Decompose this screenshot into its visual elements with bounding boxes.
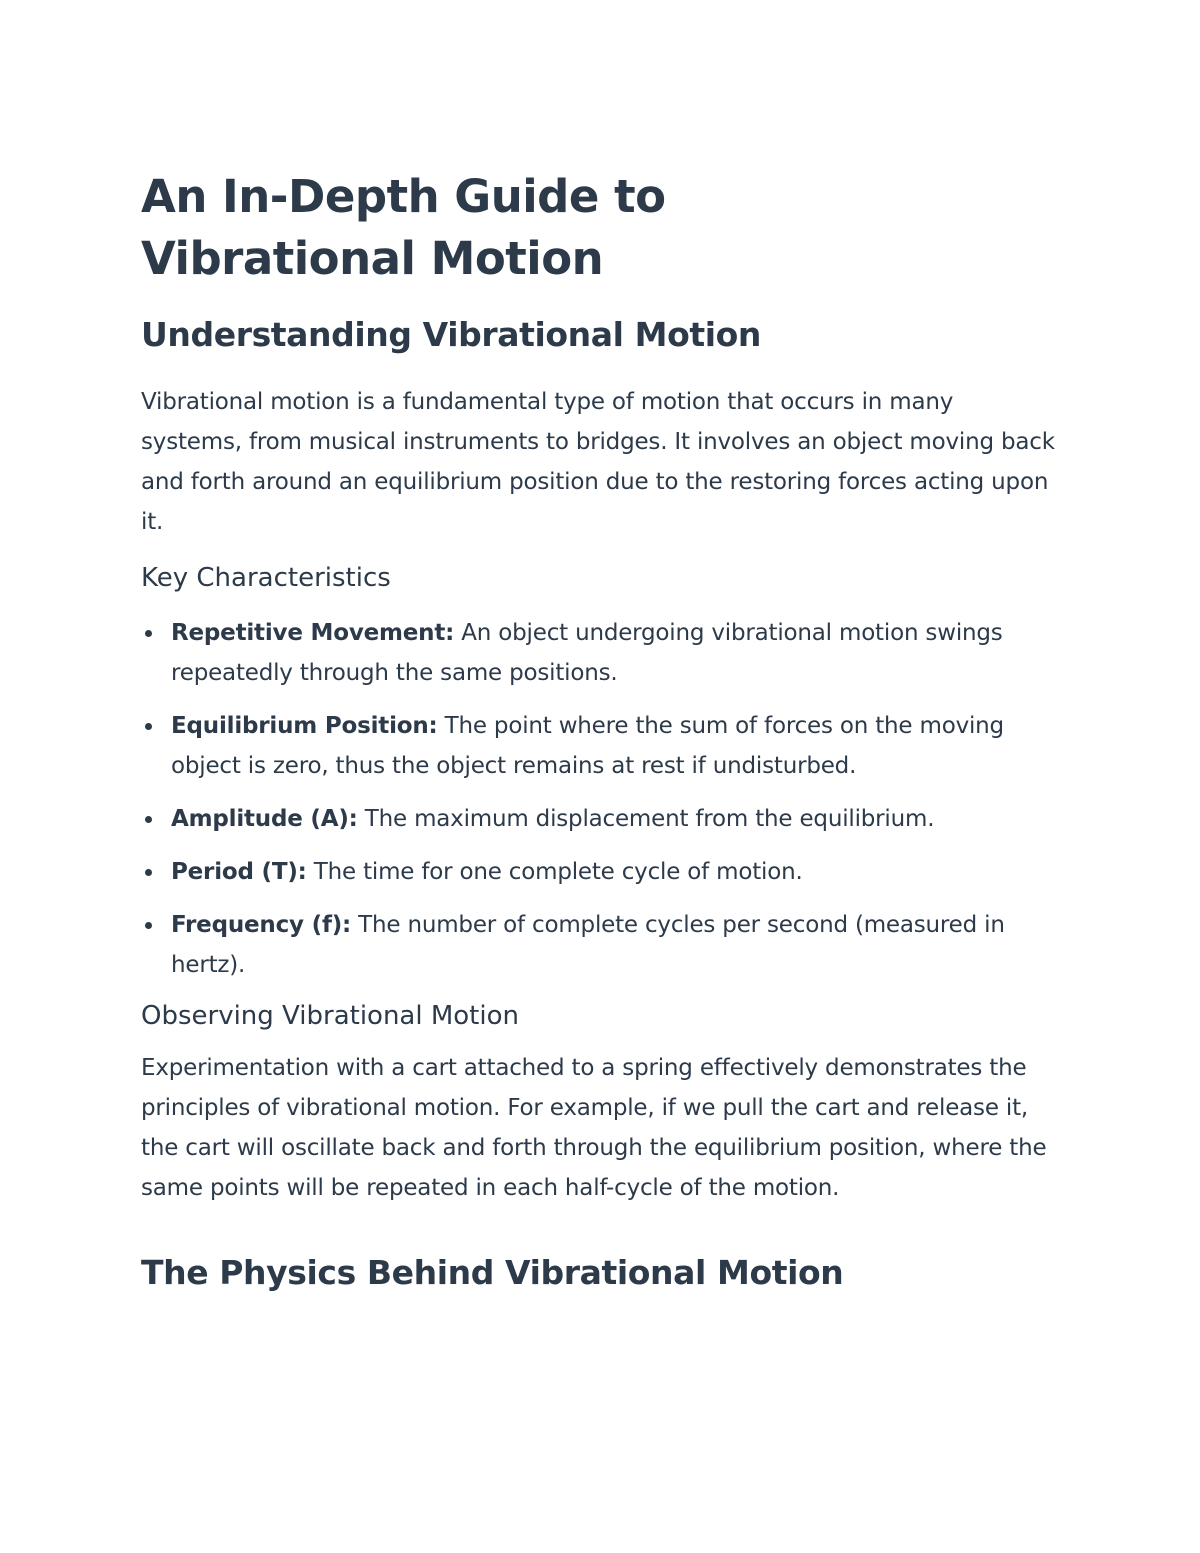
list-item-term: Equilibrium Position:: [171, 713, 438, 739]
intro-paragraph: Vibrational motion is a fundamental type of motion that occurs in many systems, from musical instruments to bridges. It involves an object moving back and forth around an equilibrium position due to the restoring forces acting upon it.: [141, 389, 1055, 535]
section-heading-understanding: Understanding Vibrational Motion: [141, 315, 762, 354]
list-item-text: The time for one complete cycle of motion.: [306, 859, 803, 885]
list-item: [171, 852, 1061, 892]
list-item: [171, 799, 1061, 839]
list-item: [171, 905, 1061, 985]
list-item-term: Period (T):: [171, 859, 307, 885]
observing-paragraph: Experimentation with a cart attached to a spring effectively demonstrates the principles of vibrational motion. For example, if we pull the cart and release it, the cart will oscillate back and forth through the equilibrium position, where the same points will be repeated in each half-cycle of the motion.: [141, 1055, 1047, 1201]
list-item-term: Frequency (f):: [171, 912, 352, 938]
subheading-observing: Observing Vibrational Motion: [141, 1001, 519, 1031]
list-item-term: Amplitude (A):: [171, 806, 358, 832]
list-item-text: The number of complete cycles per second (measured in hertz).: [171, 912, 1005, 978]
document-content: [141, 166, 1061, 1295]
list-item-text: An object undergoing vibrational motion swings repeatedly through the same positions.: [171, 620, 1003, 686]
key-characteristics-list: [141, 613, 1061, 985]
list-item-text: The point where the sum of forces on the moving object is zero, thus the object remains at rest if undisturbed.: [171, 713, 1004, 779]
section-heading-physics: The Physics Behind Vibrational Motion: [141, 1253, 844, 1292]
subheading-key-characteristics: Key Characteristics: [141, 563, 391, 593]
list-item: [171, 706, 1061, 786]
list-item-term: Repetitive Movement:: [171, 620, 455, 646]
list-item-text: The maximum displacement from the equilibrium.: [357, 806, 935, 832]
page-title: An In-Depth Guide to Vibrational Motion: [141, 170, 666, 285]
list-item: [171, 613, 1061, 693]
